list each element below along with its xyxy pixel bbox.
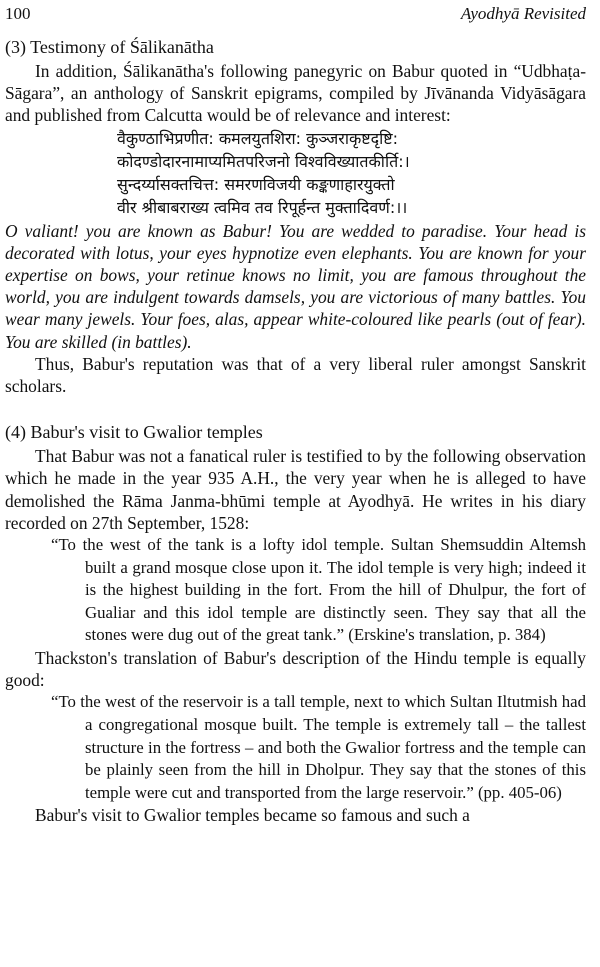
section-testimony-salikanatha <box>5 36 586 397</box>
paragraph-intro: That Babur was not a fanatical ruler is testified to by the following observation which he made in the year 935 A.H., the very year when he is alleged to have demolished the Rāma Janma-bhūmi temple at Ayodhyā. He writes in his diary recorded on 27th September, 1528: <box>5 446 586 533</box>
running-header <box>5 4 586 26</box>
block-quote-erskine: “To the west of the tank is a lofty idol temple. Sultan Shemsuddin Altemsh built a grand mosque close upon it. The idol temple is very high; indeed it is the highest building in the fort. From the hill of Dhulpur, the fort of Gualiar and this idol temple are distinctly seen. They say that all the stones were dug out of the great tank.” (Erskine's translation, p. 384) <box>51 535 586 645</box>
paragraph-thackston: Thackston's translation of Babur's description of the Hindu temple is equally good: <box>5 648 586 691</box>
section-gwalior-temples <box>5 421 586 826</box>
verse-line: सुन्दर्य्यासक्तचित्त: समरणविजयी कङ्कणाहारयुक्तो <box>117 174 395 194</box>
block-quote-thackston: “To the west of the reservoir is a tall temple, next to which Sultan Iltutmish had a congregational mosque built. The temple is extremely tall – the tallest structure in the fortress – and both the Gwalior fortress and the temple can be plainly seen from the hill in Dholpur. They say that the stones of this temple were cut and transported from the large reservoir.” (pp. 405-06) <box>51 692 586 802</box>
paragraph-closing: Babur's visit to Gwalior temples became so famous and such a <box>35 805 470 826</box>
verse-translation: O valiant! you are known as Babur! You are wedded to paradise. Your head is decorated with lotus, your eyes hypnotize even elephants. You are known for your expertise on bows, your retinue knows no limit, you are famous throughout the world, you are indulgent towards damsels, you are victorious of many battles. You wear many jewels. Your foes, alas, appear white-coloured like pearls (out of fear). You are skilled (in battles). <box>5 220 586 352</box>
page-number: 100 <box>5 4 31 23</box>
paragraph-conclusion: Thus, Babur's reputation was that of a very liberal ruler amongst Sanskrit scholars. <box>5 353 586 397</box>
section-heading: (4) Babur's visit to Gwalior temples <box>5 422 263 443</box>
verse-line: वैकुण्ठाभिप्रणीत: कमलयुतशिरा: कुञ्जराकृष्टदृष्टि: <box>117 128 399 148</box>
section-heading: (3) Testimony of Śālikanātha <box>5 37 214 57</box>
running-title: Ayodhyā Revisited <box>460 4 586 23</box>
verse-line: वीर श्रीबाबराख्य त्वमिव तव रिपूर्हन्त मुक्तादिवर्ण:।। <box>117 197 408 217</box>
sanskrit-verse <box>117 127 586 219</box>
paragraph-intro: In addition, Śālikanātha's following panegyric on Babur quoted in “Udbhaṭa-Sāgara”, an anthology of Sanskrit epigrams, compiled by Jīvānanda Vidyāsāgara and published from Calcutta would be of relevance and interest: <box>5 61 586 126</box>
verse-line: कोदण्डोदारनामाप्यमितपरिजनो विश्वविख्यातकीर्ति:। <box>117 151 410 171</box>
